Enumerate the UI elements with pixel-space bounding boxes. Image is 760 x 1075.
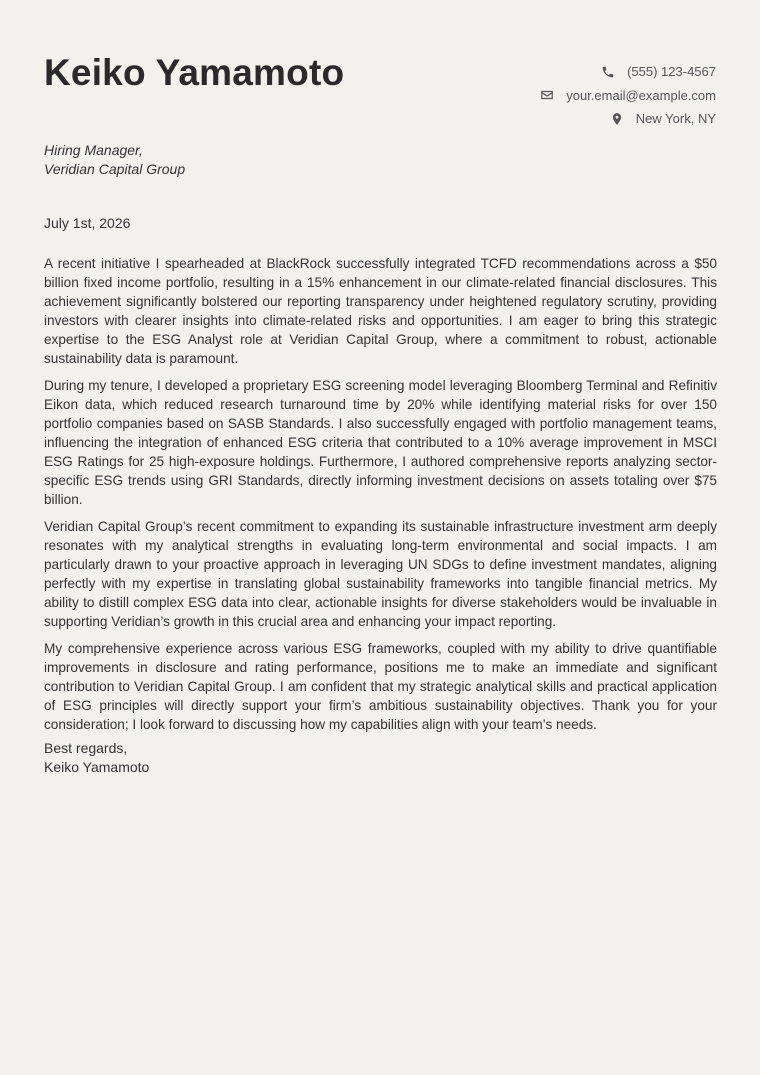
applicant-name: Keiko Yamamoto xyxy=(44,52,345,93)
body-paragraph-3: Veridian Capital Group’s recent commitment to expanding its sustainable infrastructure investment arm deeply resonates with my analytical strengths in evaluating long-term environmental and social impacts. I am particularly drawn to your proactive approach in leveraging UN SDGs to define investment mandates, aligning perfectly with my expertise in translating global sustainability frameworks into tangible financial metrics. My ability to distill complex ESG data into clear, actionable insights for diverse stakeholders would be invaluable in supporting Veridian’s growth in this crucial area and enhancing your impact reporting. xyxy=(44,519,717,629)
contact-info xyxy=(540,60,716,131)
recipient-company: Veridian Capital Group xyxy=(44,161,186,177)
contact-phone xyxy=(540,60,716,84)
closing-salutation: Best regards, xyxy=(44,740,128,756)
phone-icon xyxy=(601,65,615,79)
phone-text: (555) 123-4567 xyxy=(627,64,716,80)
body-paragraph-4: My comprehensive experience across various ESG frameworks, coupled with my ability to drive quantifiable improvements in disclosure and rating performance, positions me to make an immediate and significant contribution to Veridian Capital Group. I am confident that my strategic analytical skills and practical application of ESG principles will directly support your firm’s ambitious sustainability objectives. Thank you for your consideration; I look forward to discussing how my capabilities align with your team’s needs. xyxy=(44,641,717,732)
contact-email xyxy=(540,84,716,108)
recipient-title: Hiring Manager, xyxy=(44,142,143,158)
closing-signature: Keiko Yamamoto xyxy=(44,759,150,775)
closing-block xyxy=(44,739,149,777)
letter-date: July 1st, 2026 xyxy=(44,215,131,231)
body-paragraph-1: A recent initiative I spearheaded at BlackRock successfully integrated TCFD recommendations across a $50 billion fixed income portfolio, resulting in a 15% enhancement in our climate-related financial disclosures. This achievement significantly bolstered our reporting transparency under heightened regulatory scrutiny, providing investors with clearer insights into climate-related risks and opportunities. I am eager to bring this strategic expertise to the ESG Analyst role at Veridian Capital Group, where a commitment to robust, actionable sustainability data is paramount. xyxy=(44,256,717,366)
email-text: your.email@example.com xyxy=(566,87,716,103)
contact-location xyxy=(540,107,716,131)
recipient-block xyxy=(44,141,185,179)
envelope-icon xyxy=(540,88,554,102)
map-pin-icon xyxy=(610,112,624,126)
location-text: New York, NY xyxy=(635,111,716,127)
letter-body xyxy=(44,254,717,742)
body-paragraph-2: During my tenure, I developed a proprietary ESG screening model leveraging Bloomberg Terminal and Refinitiv Eikon data, which reduced research turnaround time by 20% while identifying material risks for over 150 portfolio companies based on SASB Standards. I also successfully engaged with portfolio management teams, influencing the integration of enhanced ESG criteria that contributed to a 10% average improvement in MSCI ESG Ratings for 25 high-exposure holdings. Furthermore, I authored comprehensive reports analyzing sector-specific ESG trends using GRI Standards, directly informing investment decisions on assets totaling over $75 billion. xyxy=(44,378,717,507)
